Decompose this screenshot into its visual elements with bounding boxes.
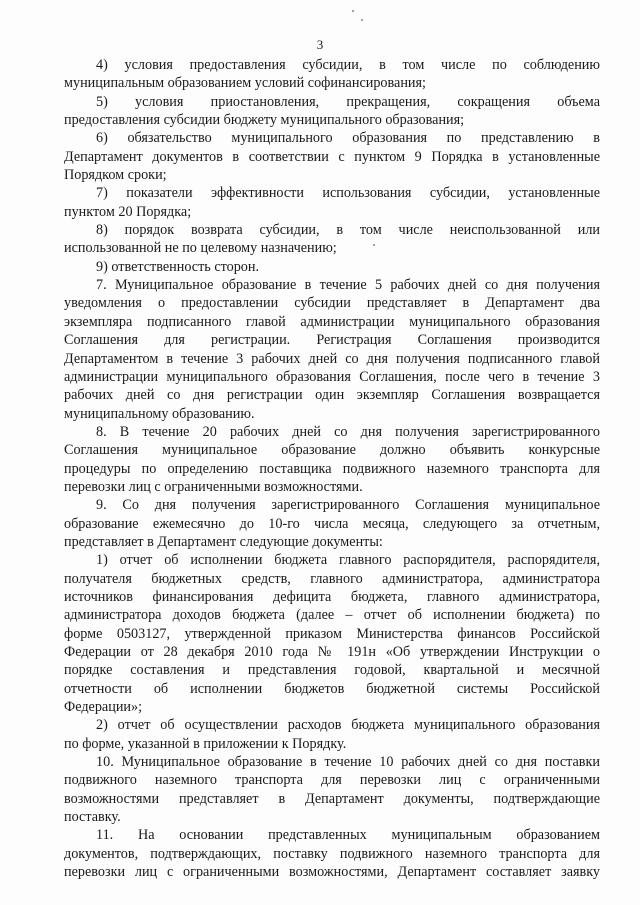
scan-speck	[352, 10, 354, 12]
text-line: использованной не по целевому назначению;	[64, 240, 337, 257]
text-line: муниципальным образованием условий софинансирования;	[64, 75, 426, 92]
text-line: 5) условия приостановления, прекращения, сокращения объема	[96, 93, 600, 110]
text-line: поставку.	[64, 809, 121, 826]
text-line: документов, подтверждающих, поставку подвижного наземного транспорта для	[64, 845, 600, 862]
text-line: источников финансирования дефицита бюджета, главного администратора,	[64, 588, 600, 605]
text-line: администратора доходов бюджета (далее – отчет об исполнении бюджета) по	[64, 607, 600, 624]
text-line: пунктом 20 Порядка;	[64, 203, 192, 220]
text-line: перевозки лиц с ограниченными возможностями, Департамент составляет заявку	[64, 864, 600, 881]
text-line: 1) отчет об исполнении бюджета главного распорядителя, распорядителя,	[96, 552, 600, 569]
text-line: 6) обязательство муниципального образования по представлению в	[96, 130, 600, 147]
scan-speck	[361, 19, 363, 21]
text-line: Департамент документов в соответствии с пунктом 9 Порядка в установленные	[64, 148, 600, 165]
text-line: образование ежемесячно до 10-го числа месяца, следующего за отчетным,	[64, 515, 600, 532]
text-line: возможностями представляет в Департамент документы, подтверждающие	[64, 790, 600, 807]
text-line: 9) ответственность сторон.	[96, 258, 260, 275]
text-line: порядке составления и представления годовой, квартальной и месячной	[64, 662, 600, 679]
text-line: Департаментом в течение 3 рабочих дней со дня получения подписанного главой	[64, 350, 600, 367]
text-line: Соглашения муниципальное образование должно объявить конкурсные	[64, 442, 600, 459]
text-line: 4) условия предоставления субсидии, в том числе по соблюдению	[96, 57, 600, 73]
text-line: Порядком сроки;	[64, 167, 167, 184]
text-line: процедуры по определению поставщика подвижного наземного транспорта для	[64, 460, 600, 477]
text-line: 8) порядок возврата субсидии, в том числе неиспользованной или	[96, 222, 600, 239]
text-line: перевозки лиц с ограниченными возможностями.	[64, 478, 363, 495]
text-line: представляет в Департамент следующие документы:	[64, 533, 383, 550]
text-line: 8. В течение 20 рабочих дней со дня получения зарегистрированного	[96, 423, 600, 440]
text-line: по форме, указанной в приложении к Порядку.	[64, 735, 347, 752]
text-line: 9. Со дня получения зарегистрированного Соглашения муниципальное	[96, 497, 600, 514]
text-line: отчетности об исполнении бюджетов бюджетной системы Российской	[64, 680, 600, 697]
text-line: муниципальному образованию.	[64, 405, 255, 422]
text-line: администрации муниципального образования Соглашения, после чего в течение 3	[64, 368, 600, 385]
text-line: 11. На основании представленных муниципальным образованием	[96, 827, 600, 844]
text-line: 10. Муниципальное образование в течение 10 рабочих дней со дня поставки	[96, 754, 600, 771]
text-line: уведомления о предоставлении субсидии представляет в Департамент два	[64, 295, 600, 312]
text-line: рабочих дней со дня регистрации один экземпляр Соглашения возвращается	[64, 387, 600, 404]
text-line: 7. Муниципальное образование в течение 5 рабочих дней со дня получения	[96, 277, 600, 294]
text-line: предоставления субсидии бюджету муниципального образования;	[64, 112, 465, 129]
text-line: 7) показатели эффективности использования субсидии, установленные	[96, 185, 600, 202]
text-line: 2) отчет об осуществлении расходов бюджета муниципального образования	[96, 717, 600, 734]
page-number: 3	[316, 37, 324, 52]
text-line: Федерации»;	[64, 699, 143, 716]
document-body	[64, 56, 600, 881]
text-line: получателя бюджетных средств, главного администратора, администратора	[64, 570, 600, 587]
text-line: подвижного наземного транспорта для перевозки лиц с ограниченными	[64, 772, 600, 789]
text-line: Федерации от 28 декабря 2010 года № 191н «Об утверждении Инструкции о	[64, 644, 600, 660]
text-line: форме 0503127, утвержденной приказом Министерства финансов Российской	[64, 625, 600, 642]
text-line: Соглашения для регистрации. Регистрация Соглашения производится	[64, 332, 600, 349]
text-line: экземпляра подписанного главой администрации муниципального образования	[64, 313, 600, 330]
